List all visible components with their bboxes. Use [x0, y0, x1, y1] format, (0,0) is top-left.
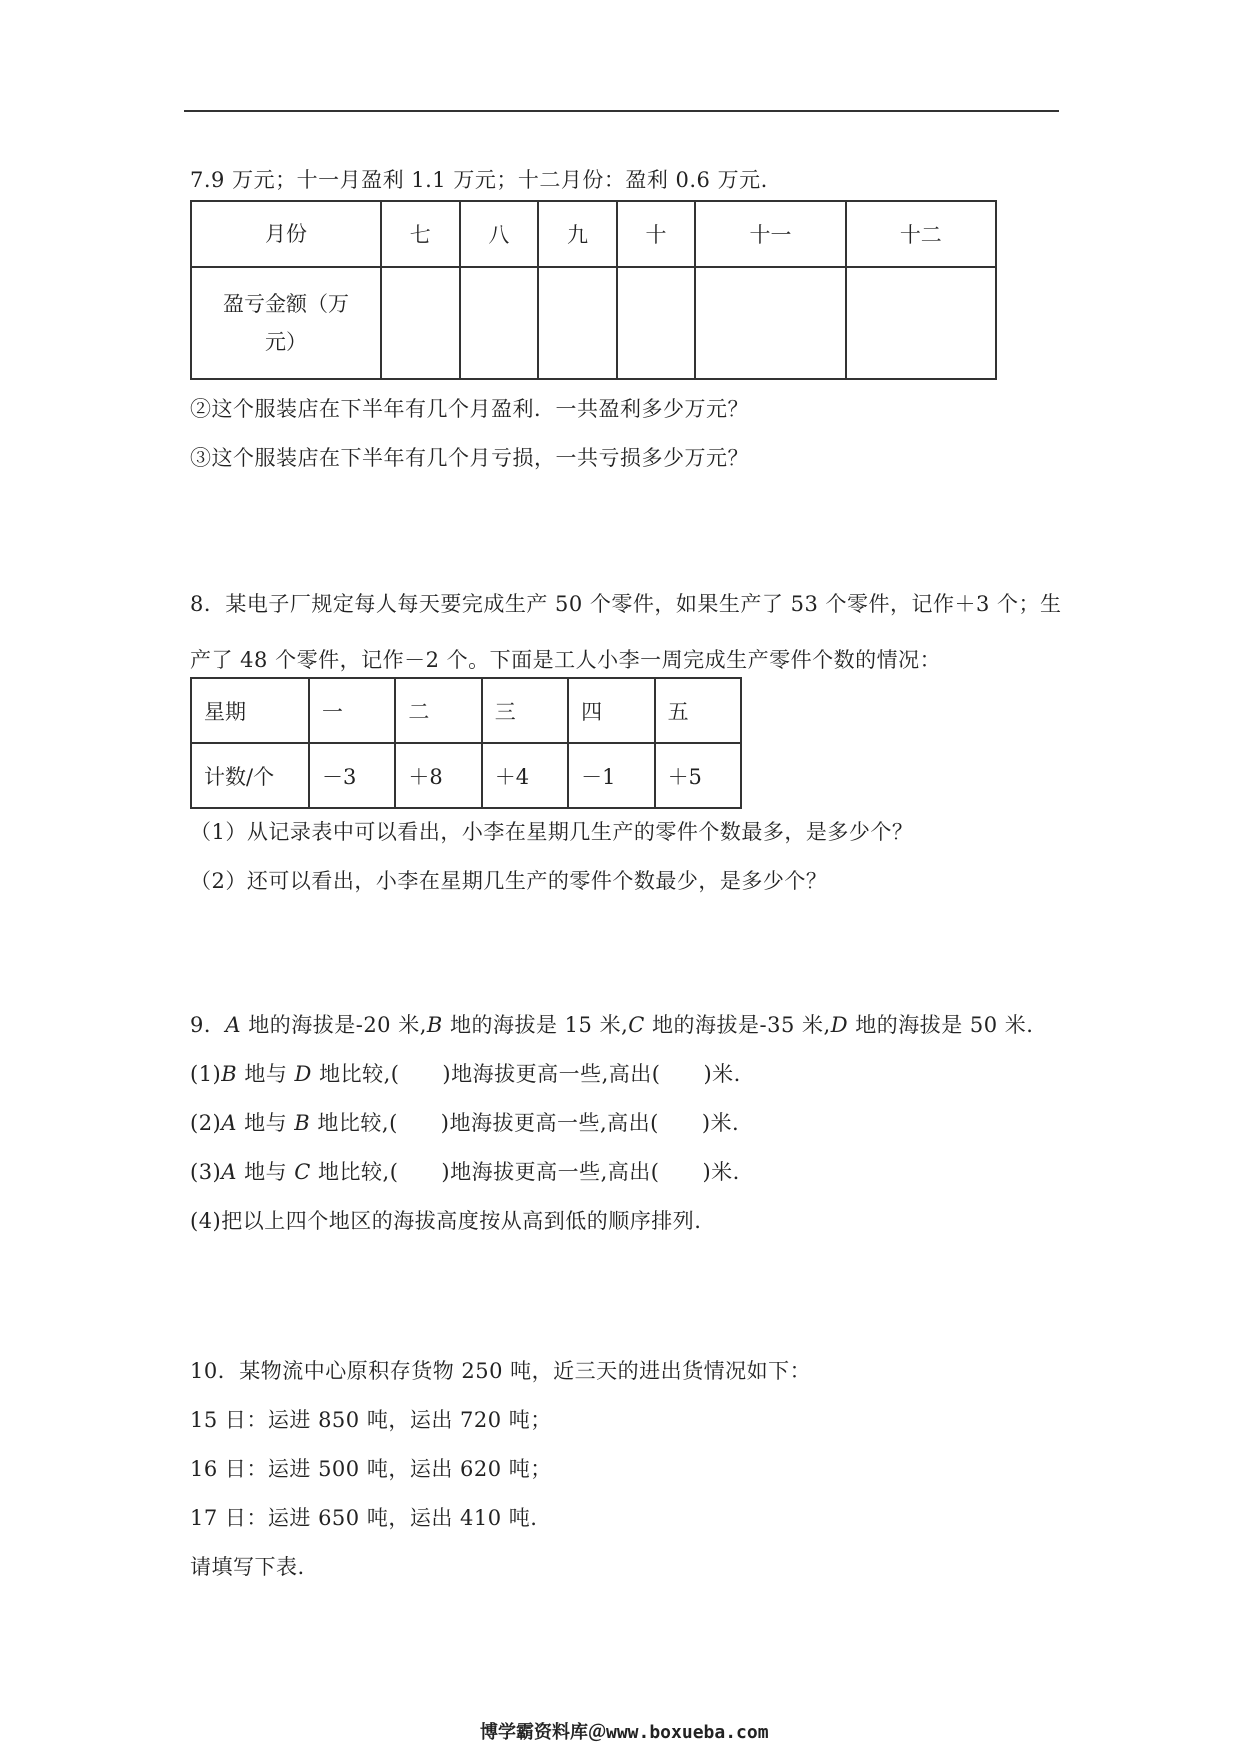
place-label: A: [225, 1013, 242, 1037]
text-run: 9．: [190, 1013, 226, 1037]
text-run: 地比较,( )地海拔更高一些,高出( )米.: [310, 1111, 740, 1135]
month-header: 月份: [191, 201, 381, 267]
month-cell: 十一: [695, 201, 845, 267]
text-run: (3): [190, 1160, 222, 1184]
header-rule: [184, 110, 1059, 112]
place-label: B: [221, 1062, 238, 1086]
question-9-4: (4)把以上四个地区的海拔高度按从高到低的顺序排列.: [190, 1209, 702, 1233]
text-run: 地比较,( )地海拔更高一些,高出( )米.: [311, 1062, 741, 1086]
intro-line: 7.9 万元；十一月盈利 1.1 万元；十二月份：盈利 0.6 万元.: [190, 168, 768, 192]
amount-cell: [460, 267, 539, 379]
text-run: 地与: [237, 1062, 295, 1086]
question-8-1: （1）从记录表中可以看出，小李在星期几生产的零件个数最多，是多少个？: [190, 820, 914, 844]
count-cell: －3: [309, 743, 395, 808]
place-label: A: [221, 1160, 237, 1184]
table-row: [191, 743, 741, 808]
count-cell: ＋8: [395, 743, 481, 808]
question-9-1: [190, 1058, 741, 1088]
text-run: 地比较,( )地海拔更高一些,高出( )米.: [310, 1160, 740, 1184]
month-cell: 九: [538, 201, 617, 267]
question-7-2: ②这个服装店在下半年有几个月盈利．一共盈利多少万元？: [190, 397, 749, 421]
question-8-2: （2）还可以看出，小李在星期几生产的零件个数最少，是多少个？: [190, 869, 828, 893]
month-cell: 十二: [846, 201, 996, 267]
amount-header-line1: 盈亏金额（万: [223, 292, 349, 316]
weekday-cell: 二: [395, 678, 481, 743]
place-label: B: [294, 1111, 311, 1135]
count-cell: ＋4: [482, 743, 568, 808]
question-9-2: [190, 1107, 739, 1137]
amount-cell: [846, 267, 996, 379]
text-run: 地的海拔是 50 米.: [848, 1013, 1034, 1037]
amount-cell: [617, 267, 696, 379]
place-label: D: [830, 1013, 849, 1037]
question-10-instruction: 请填写下表.: [190, 1555, 305, 1579]
text-run: (2): [190, 1111, 222, 1135]
question-8-line2: 产了 48 个零件，记作－2 个。下面是工人小李一周完成生产零件个数的情况：: [190, 648, 942, 672]
amount-header: [191, 267, 381, 379]
weekday-cell: 三: [482, 678, 568, 743]
text-run: 地的海拔是-20 米,: [241, 1013, 427, 1037]
footer-watermark: 博学霸资料库＠www.boxueba.com: [480, 1722, 769, 1743]
question-10-intro: 10．某物流中心原积存货物 250 吨，近三天的进出货情况如下：: [190, 1359, 812, 1383]
weekday-cell: 四: [568, 678, 654, 743]
count-header: 计数/个: [191, 743, 309, 808]
place-label: C: [628, 1013, 645, 1037]
question-10-day16: 16 日：运进 500 吨，运出 620 吨；: [190, 1457, 552, 1481]
question-9-3: [190, 1156, 740, 1186]
place-label: A: [221, 1111, 237, 1135]
question-7-3: ③这个服装店在下半年有几个月亏损，一共亏损多少万元？: [190, 446, 749, 470]
table-row: [191, 678, 741, 743]
place-label: D: [294, 1062, 312, 1086]
text-run: (1): [190, 1062, 222, 1086]
weekday-header: 星期: [191, 678, 309, 743]
amount-cell: [381, 267, 460, 379]
question-10-day17: 17 日：运进 650 吨，运出 410 吨.: [190, 1506, 538, 1530]
table-row: [191, 267, 996, 379]
text-run: 地的海拔是 15 米,: [442, 1013, 629, 1037]
place-label: C: [294, 1160, 311, 1184]
count-cell: －1: [568, 743, 654, 808]
month-cell: 七: [381, 201, 460, 267]
text-run: 地的海拔是-35 米,: [644, 1013, 831, 1037]
question-10-day15: 15 日：运进 850 吨，运出 720 吨；: [190, 1408, 552, 1432]
text-run: 地与: [236, 1160, 295, 1184]
month-cell: 十: [617, 201, 696, 267]
question-8-line1: 8．某电子厂规定每人每天要完成生产 50 个零件，如果生产了 53 个零件，记作＋3 个；生: [190, 592, 1062, 616]
amount-cell: [538, 267, 617, 379]
parts-table: [190, 677, 742, 809]
amount-cell: [695, 267, 845, 379]
month-cell: 八: [460, 201, 539, 267]
table-row: [191, 201, 996, 267]
amount-header-line2: 元）: [265, 330, 307, 354]
text-run: 地与: [236, 1111, 295, 1135]
place-label: B: [426, 1013, 443, 1037]
count-cell: ＋5: [655, 743, 741, 808]
question-9-intro: [190, 1009, 1033, 1039]
profit-table: [190, 200, 997, 380]
weekday-cell: 五: [655, 678, 741, 743]
weekday-cell: 一: [309, 678, 395, 743]
